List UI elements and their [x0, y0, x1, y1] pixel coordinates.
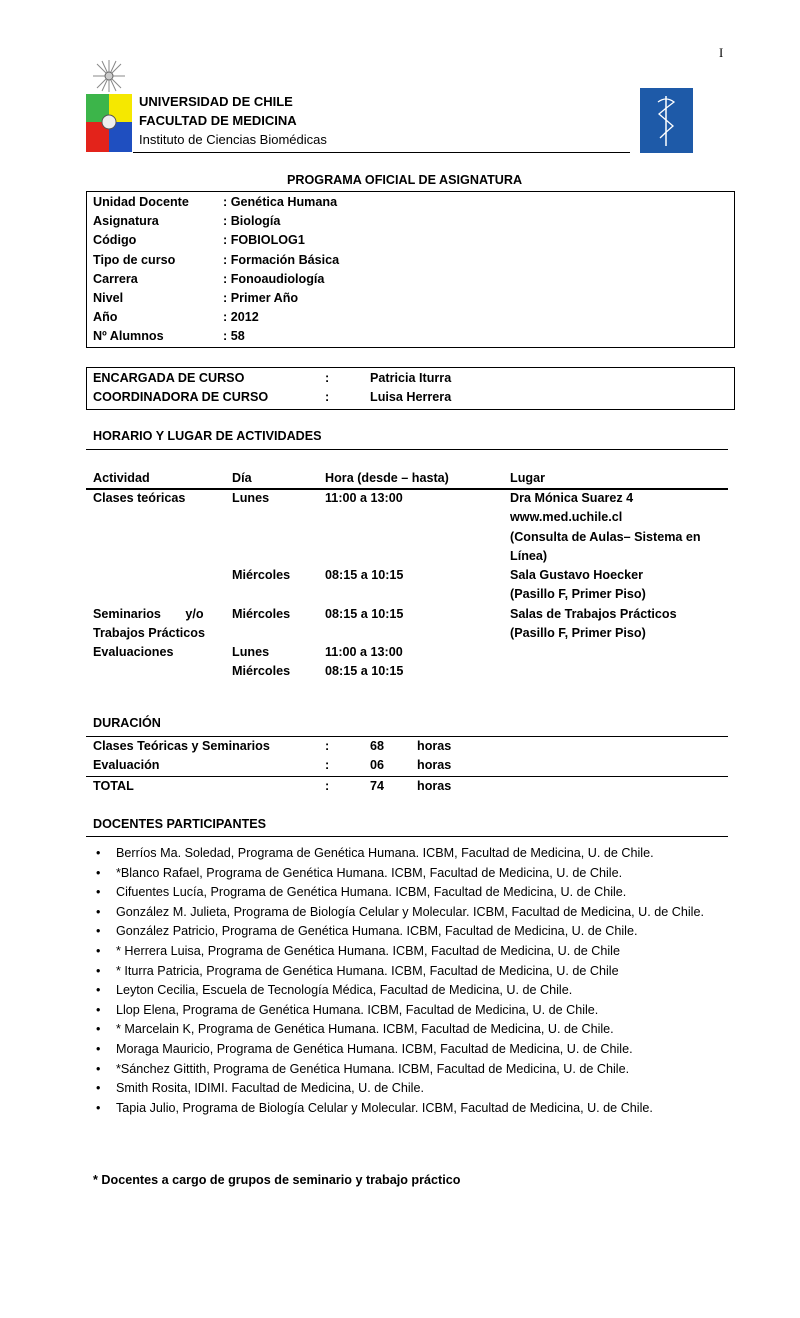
bullet-icon: • — [96, 983, 101, 998]
info-label: Año — [93, 310, 118, 325]
schedule-cell: 11:00 a 13:00 — [325, 645, 403, 659]
info-value: : Genética Humana — [223, 195, 338, 209]
info-row — [93, 193, 723, 212]
teacher-item — [92, 1060, 732, 1080]
schedule-header-row — [93, 469, 728, 488]
page-number: I — [719, 46, 724, 60]
info-row — [93, 270, 723, 289]
teacher-text: Smith Rosita, IDIMI. Facultad de Medicina, U. de Chile. — [116, 1081, 424, 1096]
staff-label: COORDINADORA DE CURSO — [93, 390, 269, 405]
teacher-item — [92, 922, 732, 942]
schedule-cell: (Pasillo F, Primer Piso) — [510, 587, 646, 602]
duration-total-sep: : — [325, 779, 330, 793]
teacher-text: González M. Julieta, Programa de Biología Celular y Molecular. ICBM, Facultad de Medicina, U. de Chile. — [116, 904, 704, 919]
bullet-icon: • — [96, 865, 101, 880]
schedule-cell: 08:15 a 10:15 — [325, 568, 404, 582]
schedule-row — [93, 624, 728, 643]
teacher-text: * Iturra Patricia, Programa de Genética Humana. ICBM, Facultad de Medicina, U. de Chile — [116, 963, 619, 978]
schedule-cell: www.med.uchile.cl — [510, 510, 623, 525]
schedule-cell: 11:00 a 13:00 — [325, 491, 403, 505]
duration-row — [93, 737, 493, 756]
schedule-heading-rule — [86, 449, 728, 450]
duration-total-hours: 74 — [370, 779, 385, 793]
schedule-column-header: Actividad — [93, 471, 150, 485]
teacher-item — [92, 864, 732, 884]
info-label: Tipo de curso — [93, 252, 176, 267]
teacher-item — [92, 1040, 732, 1060]
teacher-text: Berríos Ma. Soledad, Programa de Genética Humana. ICBM, Facultad de Medicina, U. de Chile. — [116, 846, 654, 860]
staff-row — [93, 369, 723, 388]
schedule-heading: HORARIO Y LUGAR DE ACTIVIDADES — [93, 429, 322, 443]
schedule-row — [93, 566, 728, 585]
schedule-column-header: Día — [232, 471, 252, 485]
info-value: : Biología — [223, 214, 281, 229]
bullet-icon: • — [96, 924, 101, 939]
staff-separator: : — [325, 390, 330, 405]
schedule-row — [93, 547, 728, 566]
bullet-icon: • — [96, 1100, 101, 1115]
teacher-item — [92, 903, 732, 923]
header-rule — [133, 152, 630, 153]
teacher-text: González Patricio, Programa de Genética Humana. ICBM, Facultad de Medicina, U. de Chile. — [116, 924, 638, 939]
teacher-text: * Marcelain K, Programa de Genética Humana. ICBM, Facultad de Medicina, U. de Chile. — [116, 1022, 614, 1037]
teacher-text: *Sánchez Gittith, Programa de Genética Humana. ICBM, Facultad de Medicina, U. de Chile. — [116, 1061, 630, 1076]
teacher-text: *Blanco Rafael, Programa de Genética Humana. ICBM, Facultad de Medicina, U. de Chile. — [116, 865, 623, 880]
schedule-cell: Trabajos Prácticos — [93, 625, 205, 640]
teacher-item — [92, 1001, 732, 1021]
schedule-cell: Evaluaciones — [93, 645, 174, 659]
duration-heading: DURACIÓN — [93, 716, 161, 730]
bullet-icon: • — [96, 1061, 101, 1076]
info-value: : Primer Año — [223, 291, 299, 305]
teachers-list — [92, 844, 732, 1118]
duration-hours: 68 — [370, 739, 385, 753]
schedule-cell: 08:15 a 10:15 — [325, 606, 404, 621]
info-row — [93, 251, 723, 270]
schedule-row — [93, 643, 728, 662]
duration-label: Clases Teóricas y Seminarios — [93, 739, 270, 753]
schedule-cell: Salas de Trabajos Prácticos — [510, 606, 677, 621]
info-label: Asignatura — [93, 214, 159, 229]
schedule-column-header: Lugar — [510, 471, 545, 485]
info-label: Carrera — [93, 271, 138, 286]
info-value: : FOBIOLOG1 — [223, 233, 305, 248]
info-row — [93, 289, 723, 308]
header-institute: Instituto de Ciencias Biomédicas — [139, 132, 327, 147]
info-label: Código — [93, 233, 137, 248]
info-label: Nº Alumnos — [93, 329, 164, 344]
schedule-cell: (Consulta de Aulas– Sistema en — [510, 529, 701, 544]
duration-unit: horas — [417, 739, 452, 753]
teacher-item — [92, 942, 732, 962]
duration-unit: horas — [417, 758, 452, 773]
teacher-item — [92, 883, 732, 903]
info-value: : 2012 — [223, 310, 259, 325]
info-value: : Fonoaudiología — [223, 271, 325, 286]
staff-label: ENCARGADA DE CURSO — [93, 371, 245, 385]
schedule-cell: (Pasillo F, Primer Piso) — [510, 625, 646, 640]
schedule-cell: Miércoles — [232, 568, 291, 582]
info-label: Unidad Docente — [93, 195, 189, 209]
teachers-footnote: * Docentes a cargo de grupos de seminario y trabajo práctico — [93, 1173, 461, 1187]
bullet-icon: • — [96, 1002, 101, 1017]
teacher-item — [92, 1020, 732, 1040]
bullet-icon: • — [96, 885, 101, 900]
teacher-text: Leyton Cecilia, Escuela de Tecnología Médica, Facultad de Medicina, U. de Chile. — [116, 983, 573, 998]
teacher-item — [92, 844, 732, 864]
bullet-icon: • — [96, 1022, 101, 1037]
schedule-cell: Miércoles — [232, 664, 291, 679]
teacher-text: Cifuentes Lucía, Programa de Genética Humana. ICBM, Facultad de Medicina, U. de Chile. — [116, 885, 627, 900]
duration-sep: : — [325, 739, 330, 753]
header-faculty: FACULTAD DE MEDICINA — [139, 113, 297, 128]
schedule-row — [93, 489, 728, 508]
info-value: : Formación Básica — [223, 252, 340, 267]
info-row — [93, 231, 723, 250]
duration-total-rule — [86, 776, 728, 777]
teacher-text: Moraga Mauricio, Programa de Genética Humana. ICBM, Facultad de Medicina, U. de Chile. — [116, 1041, 633, 1056]
teacher-item — [92, 981, 732, 1001]
header-university: UNIVERSIDAD DE CHILE — [139, 94, 293, 109]
schedule-cell: Miércoles — [232, 606, 291, 621]
staff-row — [93, 388, 723, 407]
info-value: : 58 — [223, 329, 245, 344]
schedule-row — [93, 585, 728, 604]
duration-label: Evaluación — [93, 758, 160, 773]
bullet-icon: • — [96, 1081, 101, 1096]
info-label: Nivel — [93, 291, 124, 305]
staff-value: Patricia Iturra — [370, 371, 452, 385]
teacher-item — [92, 962, 732, 982]
teacher-text: * Herrera Luisa, Programa de Genética Humana. ICBM, Facultad de Medicina, U. de Chile — [116, 943, 620, 958]
schedule-column-header: Hora (desde – hasta) — [325, 471, 449, 485]
schedule-row — [93, 528, 728, 547]
document-title: PROGRAMA OFICIAL DE ASIGNATURA — [287, 173, 523, 187]
schedule-row — [93, 662, 728, 681]
bullet-icon: • — [96, 846, 101, 860]
teachers-heading: DOCENTES PARTICIPANTES — [93, 817, 267, 831]
duration-total-unit: horas — [417, 779, 452, 793]
info-row — [93, 212, 723, 231]
schedule-cell: Línea) — [510, 548, 548, 563]
teachers-heading-rule — [86, 836, 728, 837]
duration-row — [93, 756, 493, 775]
teacher-item — [92, 1099, 732, 1119]
schedule-cell: Clases teóricas — [93, 491, 186, 505]
schedule-cell: Seminarios y/o — [93, 606, 204, 621]
teacher-item — [92, 1079, 732, 1099]
teacher-text: Tapia Julio, Programa de Biología Celular y Molecular. ICBM, Facultad de Medicina, U. de Chile. — [116, 1100, 653, 1115]
duration-total-label: TOTAL — [93, 779, 134, 793]
bullet-icon: • — [96, 963, 101, 978]
staff-separator: : — [325, 371, 330, 385]
schedule-row — [93, 605, 728, 624]
bullet-icon: • — [96, 904, 101, 919]
staff-value: Luisa Herrera — [370, 390, 452, 405]
bullet-icon: • — [96, 1041, 101, 1056]
schedule-cell: Lunes — [232, 491, 270, 505]
university-logo — [86, 58, 132, 153]
schedule-cell: Sala Gustavo Hoecker — [510, 568, 643, 582]
medicine-logo — [640, 88, 693, 153]
info-row — [93, 327, 723, 346]
schedule-cell: Dra Mónica Suarez 4 — [510, 491, 634, 505]
duration-total-row — [93, 777, 493, 796]
bullet-icon: • — [96, 943, 101, 958]
schedule-cell: Lunes — [232, 645, 270, 659]
duration-sep: : — [325, 758, 330, 773]
info-row — [93, 308, 723, 327]
schedule-row — [93, 508, 728, 527]
teacher-text: Llop Elena, Programa de Genética Humana. ICBM, Facultad de Medicina, U. de Chile. — [116, 1002, 599, 1017]
schedule-cell: 08:15 a 10:15 — [325, 664, 404, 679]
duration-hours: 06 — [370, 758, 385, 773]
